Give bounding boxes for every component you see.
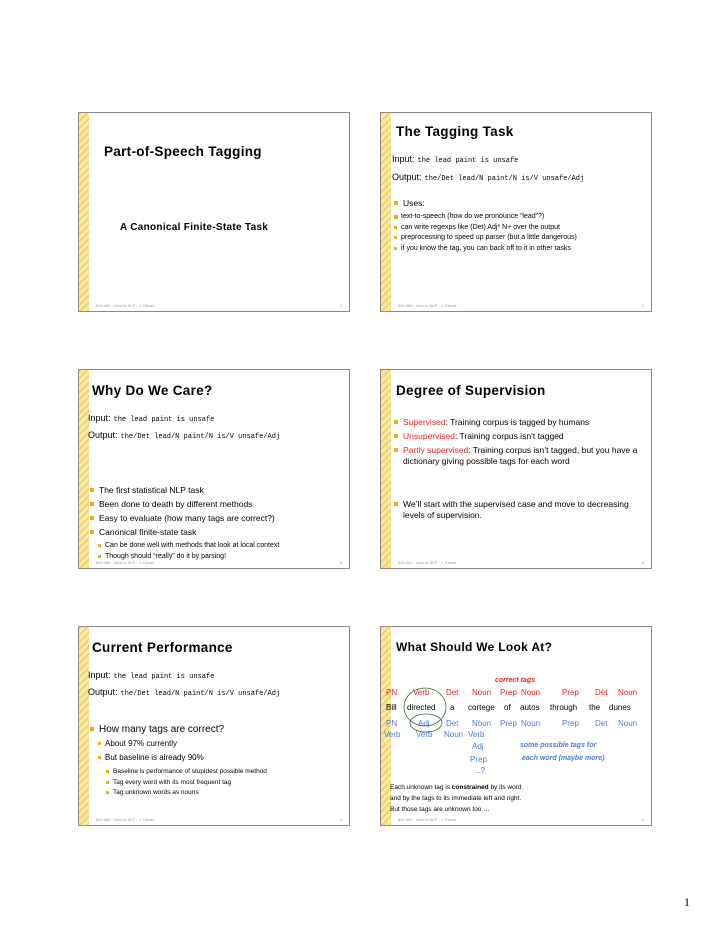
word: autos — [520, 703, 540, 712]
slide-footer — [96, 303, 342, 308]
bullet-list — [90, 485, 345, 541]
uses-list — [394, 198, 644, 254]
bullet-term: Supervised — [403, 417, 446, 427]
list-item: Though should “really” do it by parsing! — [98, 552, 348, 562]
slide-footer — [398, 303, 644, 308]
output-row — [88, 687, 280, 698]
note-text: by its word — [488, 784, 522, 791]
output-label: Output: — [392, 172, 422, 182]
bullet-text: : Training corpus isn’t tagged, but you have a dictionary giving possible tags for each word — [403, 445, 638, 466]
output-label: Output: — [88, 430, 118, 440]
slide-subtitle: A Canonical Finite-State Task — [120, 222, 269, 233]
footer-text: 600.465 - Intro to NLP - J. Eisner — [96, 817, 155, 822]
uses-container — [394, 212, 644, 253]
list-item: Easy to evaluate (how many tags are correct?) — [90, 513, 345, 524]
footer-text: 600.465 - Intro to NLP - J. Eisner — [96, 303, 155, 308]
list-item: How many tags are correct? — [90, 724, 345, 735]
slide-title: Why Do We Care? — [92, 383, 213, 398]
correct-tag: Det — [595, 688, 608, 697]
bullet-term: Unsupervised — [403, 431, 455, 441]
input-value: the lead paint is unsafe — [113, 416, 215, 424]
possible-tag: Verb — [416, 730, 433, 739]
list-item — [394, 431, 642, 442]
input-label: Input: — [88, 670, 111, 680]
slide-footer — [398, 560, 644, 565]
note-text: Each unknown tag is — [390, 784, 452, 791]
sub-bullet-list — [98, 739, 346, 763]
uses-sublist — [394, 212, 644, 253]
slide-stripe — [381, 113, 391, 311]
footer-text: 600.465 - Intro to NLP - J. Eisner — [398, 560, 457, 565]
list-item: Tag unknown words as nouns — [106, 788, 346, 798]
page-number: 1 — [684, 895, 690, 909]
list-item: preprocessing to speed up parser (but a little dangerous) — [394, 233, 644, 243]
possible-tag: Adj — [418, 719, 430, 728]
note-line: But those tags are unknown too … — [390, 806, 490, 813]
output-row — [392, 172, 584, 183]
correct-tag: PN — [386, 688, 398, 697]
slide-3 — [78, 369, 350, 569]
correct-tag: Noun — [618, 688, 638, 697]
word: a — [450, 703, 455, 712]
list-item: Baseline is performance of stupidest possible method — [106, 767, 346, 777]
possible-tag: Noun — [521, 719, 541, 728]
input-label: Input: — [88, 413, 111, 423]
sub-bullet-list — [98, 541, 348, 562]
list-item — [394, 445, 642, 467]
output-value: the/Det lead/N paint/N is/V unsafe/Adj — [120, 433, 281, 441]
correct-tags-label: correct tags — [495, 677, 536, 684]
slide-title: Degree of Supervision — [396, 383, 546, 398]
footer-text: 600.465 - Intro to NLP - J. Eisner — [398, 303, 457, 308]
input-value: the lead paint is unsafe — [113, 673, 215, 681]
list-item: But baseline is already 90% — [98, 753, 346, 763]
word: Bill — [386, 703, 397, 712]
slide-5 — [78, 626, 350, 826]
list-item: can write regexps like (Det) Adj* N+ over the output — [394, 223, 644, 233]
list-item: Tag every word with its most frequent tag — [106, 778, 346, 788]
note-line — [390, 784, 522, 791]
slide-stripe — [381, 370, 391, 568]
output-value: the/Det lead/N paint/N is/V unsafe/Adj — [424, 175, 585, 183]
possible-tag: Verb — [384, 730, 401, 739]
possible-tag: Prep — [562, 719, 579, 728]
correct-tag: Prep — [500, 688, 517, 697]
note-emphasis: constrained — [451, 784, 489, 791]
possible-tags-label: each word (maybe more) — [522, 755, 605, 762]
list-item: Been done to death by different methods — [90, 499, 345, 510]
word: the — [589, 703, 601, 712]
possible-tags-label: some possible tags for — [520, 742, 597, 749]
note-line: and by the tags to its immediate left and right. — [390, 795, 522, 802]
possible-tag: ...? — [474, 766, 486, 775]
output-value: the/Det lead/N paint/N is/V unsafe/Adj — [120, 690, 281, 698]
correct-tag: Det — [446, 688, 459, 697]
list-item: Canonical finite-state task — [90, 527, 345, 538]
bullet-text: : Training corpus is tagged by humans — [445, 417, 590, 427]
possible-tag: Prep — [500, 719, 517, 728]
list-item: We’ll start with the supervised case and move to decreasing levels of supervision. — [394, 499, 642, 521]
sub-sub-bullet-list — [106, 767, 346, 799]
correct-tag: Verb — [413, 688, 430, 697]
footer-number: 6 — [641, 817, 644, 822]
slide-stripe — [79, 113, 89, 311]
possible-tag: Verb — [468, 730, 485, 739]
input-row — [392, 154, 518, 165]
slide-title: The Tagging Task — [396, 124, 514, 139]
correct-tag: Noun — [521, 688, 541, 697]
slide-title: What Should We Look At? — [396, 640, 553, 654]
list-item: text-to-speech (how do we pronounce “lead”?) — [394, 212, 644, 222]
word: directed — [407, 703, 436, 712]
footer-number: 3 — [339, 560, 342, 565]
slide-4 — [380, 369, 652, 569]
input-value: the lead paint is unsafe — [417, 157, 519, 165]
list-item: if you know the tag, you can back off to it in other tasks — [394, 244, 644, 254]
possible-tag: Noun — [618, 719, 638, 728]
possible-tag: Det — [595, 719, 608, 728]
possible-tag: Prep — [470, 755, 487, 764]
possible-tag: Noun — [472, 719, 492, 728]
bullet-term: Partly supervised — [403, 445, 469, 455]
uses-label: Uses: — [394, 198, 644, 209]
slide-2 — [380, 112, 652, 312]
output-row — [88, 430, 280, 441]
slide-6 — [380, 626, 652, 826]
slide-footer — [398, 817, 644, 822]
input-row — [88, 413, 214, 424]
word: dunes — [609, 703, 631, 712]
output-label: Output: — [88, 687, 118, 697]
slide-stripe — [79, 627, 89, 825]
footer-number: 4 — [641, 560, 644, 565]
slide-footer — [96, 817, 342, 822]
bullet-list — [394, 417, 642, 470]
word: through — [550, 703, 578, 712]
list-item: About 97% currently — [98, 739, 346, 749]
footer-number: 1 — [339, 303, 342, 308]
slide-1 — [78, 112, 350, 312]
possible-tag: Adj — [472, 742, 484, 751]
slide-frame — [78, 112, 350, 312]
bullet-list-2 — [394, 499, 642, 524]
footer-number: 5 — [339, 817, 342, 822]
bullet-list — [90, 724, 345, 738]
possible-tag: Det — [446, 719, 459, 728]
slide-stripe — [79, 370, 89, 568]
slide-title: Part-of-Speech Tagging — [104, 144, 262, 159]
possible-tag: Noun — [444, 730, 464, 739]
slide-footer — [96, 560, 342, 565]
word: of — [504, 703, 511, 712]
input-label: Input: — [392, 154, 415, 164]
possible-tag: PN — [386, 719, 398, 728]
input-row — [88, 670, 214, 681]
word: cortege — [468, 703, 495, 712]
footer-number: 2 — [641, 303, 644, 308]
footer-text: 600.465 - Intro to NLP - J. Eisner — [96, 560, 155, 565]
list-item — [394, 417, 642, 428]
footer-text: 600.465 - Intro to NLP - J. Eisner — [398, 817, 457, 822]
correct-tag: Noun — [472, 688, 492, 697]
list-item: Can be done well with methods that look at local context — [98, 541, 348, 551]
slide-title: Current Performance — [92, 640, 233, 655]
correct-tag: Prep — [562, 688, 579, 697]
bullet-text: : Training corpus isn’t tagged — [454, 431, 564, 441]
list-item: The first statistical NLP task — [90, 485, 345, 496]
